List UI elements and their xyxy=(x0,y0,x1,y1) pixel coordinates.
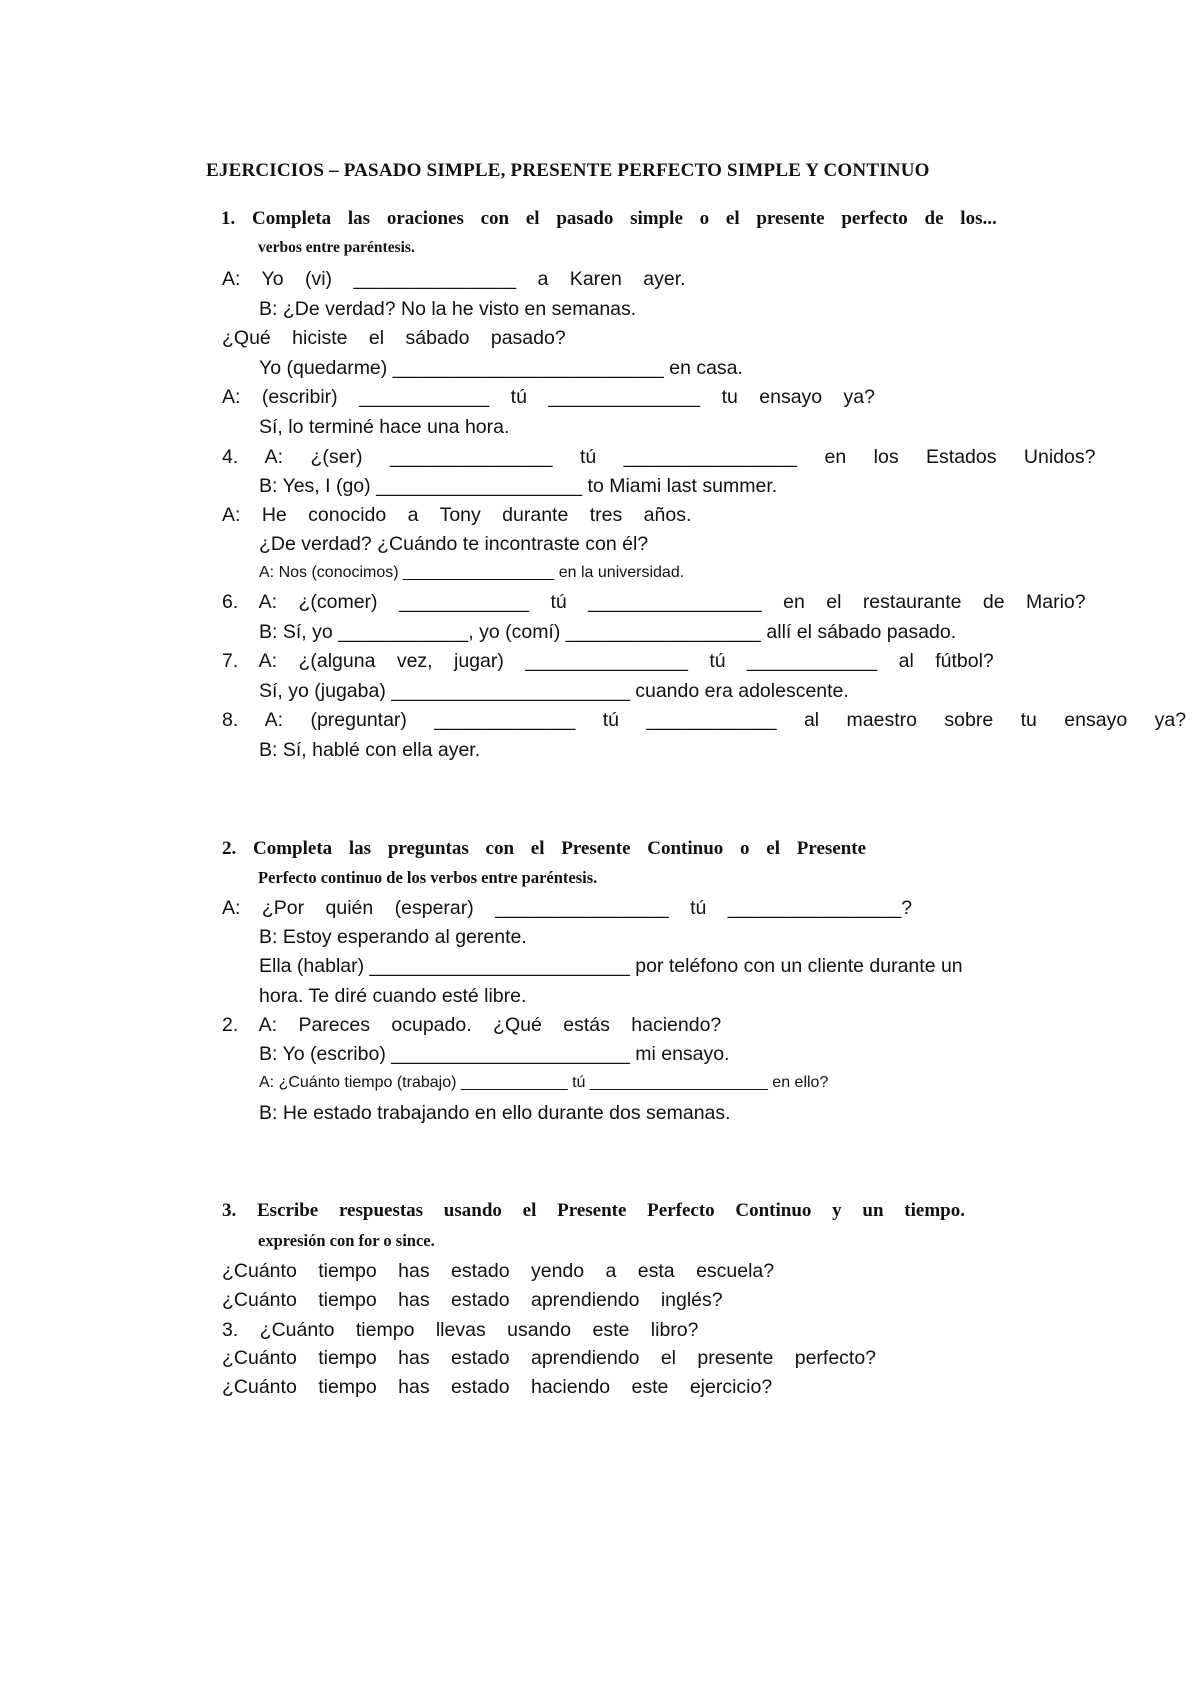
section1-subheading: verbos entre paréntesis. xyxy=(258,239,415,256)
page-title: EJERCICIOS – PASADO SIMPLE, PRESENTE PERFECTO SIMPLE Y CONTINUO xyxy=(206,160,930,181)
section2-line: B: He estado trabajando en ello durante dos semanas. xyxy=(259,1102,731,1124)
section2-line: 2. A: Pareces ocupado. ¿Qué estás haciendo? xyxy=(222,1014,722,1036)
section1-line: A: Yo (vi) _______________ a Karen ayer. xyxy=(222,268,686,290)
section2-subheading: Perfecto continuo de los verbos entre paréntesis. xyxy=(258,868,598,887)
section1-line: A: (escribir) ____________ tú ______________ tu ensayo ya? xyxy=(222,386,875,408)
section1-line: Sí, yo (jugaba) ______________________ cuando era adolescente. xyxy=(259,680,849,702)
section3-line: 3. ¿Cuánto tiempo llevas usando este libro? xyxy=(222,1319,699,1341)
section1-line: A: Nos (conocimos) _________________ en la universidad. xyxy=(259,564,685,581)
section2-line: A: ¿Cuánto tiempo (trabajo) ____________ tú ____________________ en ello? xyxy=(259,1074,829,1091)
section1-line: B: ¿De verdad? No la he visto en semanas. xyxy=(259,298,637,320)
section1-line: ¿Qué hiciste el sábado pasado? xyxy=(222,327,566,349)
section1-heading: 1. Completa las oraciones con el pasado simple o el presente perfecto de los... xyxy=(221,208,997,229)
section1-line: B: Sí, yo ____________, yo (comí) __________________ allí el sábado pasado. xyxy=(259,621,957,643)
section1-line: ¿De verdad? ¿Cuándo te incontraste con él? xyxy=(259,533,649,555)
section3-heading: 3. Escribe respuestas usando el Presente Perfecto Continuo y un tiempo. xyxy=(222,1200,965,1221)
section1-line: A: He conocido a Tony durante tres años. xyxy=(222,504,692,526)
section1-line: 4. A: ¿(ser) _______________ tú ________________ en los Estados Unidos? xyxy=(222,446,1096,468)
section2-line: Ella (hablar) ________________________ por teléfono con un cliente durante un xyxy=(259,955,963,977)
section2-line: B: Yo (escribo) ______________________ mi ensayo. xyxy=(259,1043,730,1065)
section2-line: hora. Te diré cuando esté libre. xyxy=(259,985,527,1007)
section1-line: Yo (quedarme) _________________________ en casa. xyxy=(259,357,743,379)
section1-line: 8. A: (preguntar) _____________ tú ____________ al maestro sobre tu ensayo ya? xyxy=(222,709,1187,731)
section1-line: 7. A: ¿(alguna vez, jugar) _______________ tú ____________ al fútbol? xyxy=(222,650,994,672)
section1-line: B: Yes, I (go) ___________________ to Miami last summer. xyxy=(259,475,778,497)
section3-line: ¿Cuánto tiempo has estado yendo a esta escuela? xyxy=(222,1260,775,1282)
section3-line: ¿Cuánto tiempo has estado haciendo este ejercicio? xyxy=(222,1376,773,1398)
section2-line: B: Estoy esperando al gerente. xyxy=(259,926,527,948)
section1-line: B: Sí, hablé con ella ayer. xyxy=(259,739,481,761)
section1-line: Sí, lo terminé hace una hora. xyxy=(259,416,510,438)
section3-subheading: expresión con for o since. xyxy=(258,1231,435,1250)
section3-line: ¿Cuánto tiempo has estado aprendiendo inglés? xyxy=(222,1289,723,1311)
section2-line: A: ¿Por quién (esperar) ________________ tú ________________? xyxy=(222,897,913,919)
section3-line: ¿Cuánto tiempo has estado aprendiendo el presente perfecto? xyxy=(222,1347,877,1369)
section1-line: 6. A: ¿(comer) ____________ tú ________________ en el restaurante de Mario? xyxy=(222,591,1086,613)
section2-heading: 2. Completa las preguntas con el Presente Continuo o el Presente xyxy=(222,838,867,859)
